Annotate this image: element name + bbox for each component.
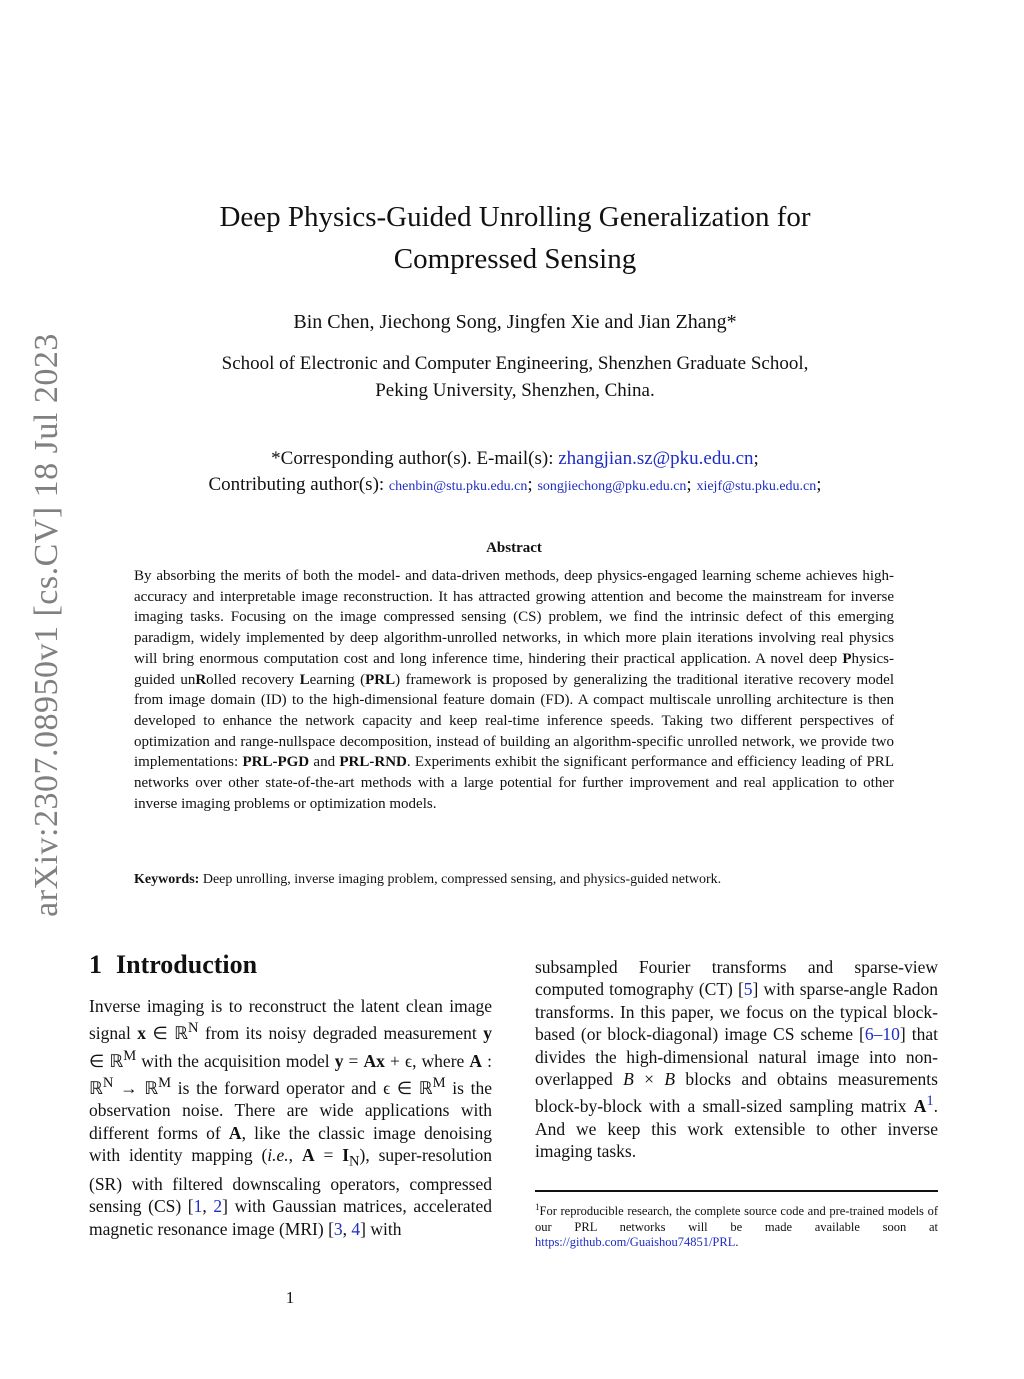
citation-link[interactable]: 3 <box>333 1218 343 1239</box>
keywords <box>134 872 894 888</box>
title-line-2: Compressed Sensing <box>393 243 637 275</box>
intro-paragraph-right: subsampled Fourier transforms and sparse-view computed tomography (CT) [5] with sparse-angle Radon transforms. In this paper, we focus on the typical block-based (or block-diagonal) image CS scheme [6–10] that divides the high-dimensional natural image into non-overlapped B × B blocks and obtains measurements block-by-block with a small-sized sampling matrix A$^1$. And we keep this work extensible to other inverse imaging tasks. <box>535 957 938 1162</box>
author-list: Bin Chen, Jiechong Song, Jingfen Xie and Jian Zhang* <box>293 311 737 333</box>
arxiv-identifier: arXiv:2307.08950v1 [cs.CV] 18 Jul 2023 <box>28 333 65 917</box>
section-number: 1 <box>89 950 102 979</box>
contrib-email-link[interactable]: songjiechong@pku.edu.cn <box>537 479 687 494</box>
abstract-heading: Abstract <box>486 540 542 556</box>
contributing-label: Contributing author(s): <box>208 474 389 495</box>
keywords-label: Keywords: <box>134 872 200 887</box>
footnote-mark: 1 <box>535 1202 540 1212</box>
affiliation <box>120 350 910 404</box>
contrib-email-link[interactable]: chenbin@stu.pku.edu.cn <box>388 479 528 494</box>
title-line-1: Deep Physics-Guided Unrolling Generalization for <box>219 201 811 233</box>
citation-link[interactable]: 4 <box>351 1218 361 1239</box>
footnote-ref[interactable]: 1 <box>926 1093 934 1110</box>
section-heading <box>89 950 257 980</box>
footnote-divider <box>535 1190 938 1192</box>
paper-title <box>150 196 880 280</box>
section-title: Introduction <box>116 950 258 979</box>
affiliation-line-1: School of Electronic and Computer Engineering, Shenzhen Graduate School, <box>221 353 809 374</box>
footnote-text: For reproducible research, the complete source code and pre-trained models of our PRL networks will be made available soon at <box>535 1204 938 1234</box>
corresponding-email-link[interactable]: zhangjian.sz@pku.edu.cn <box>558 448 754 469</box>
citation-link[interactable]: 1 <box>193 1196 203 1217</box>
keywords-text: Deep unrolling, inverse imaging problem, compressed sensing, and physics-guided network. <box>199 872 722 887</box>
citation-link[interactable]: 2 <box>213 1196 223 1217</box>
page-number: 1 <box>285 1288 295 1307</box>
github-link[interactable]: https://github.com/Guaishou74851/PRL <box>535 1235 736 1250</box>
contributing-author-line: Contributing author(s): chenbin@stu.pku.edu.cn; songjiechong@pku.edu.cn; xiejf@stu.pku.edu.cn; <box>208 474 822 495</box>
intro-paragraph-left: Inverse imaging is to reconstruct the latent clean image signal x ∈ ℝ$^N$ from its noisy degraded measurement y ∈ ℝ$^M$ with the acquisition model y = Ax + ϵ, where A : ℝ$^N$ → ℝ$^M$ is the forward operator and ϵ ∈ ℝ$^M$ is the observation noise. There are wide applications with different forms of A, like the classic image denoising with identity mapping (i.e., $A = I_N$), super-resolution (SR) with filtered downscaling operators, compressed sensing (CS) [1, 2] with Gaussian matrices, accelerated magnetic resonance image (MRI) [3, 4] with <box>89 996 493 1239</box>
citation-link[interactable]: 5 <box>743 979 753 1000</box>
contrib-email-link[interactable]: xiejf@stu.pku.edu.cn <box>696 479 817 494</box>
affiliation-line-2: Peking University, Shenzhen, China. <box>375 380 655 401</box>
abstract-text: By absorbing the merits of both the model- and data-driven methods, deep physics-engaged learning scheme achieves high-accuracy and interpretable image reconstruction. It has attracted growing attention and become the mainstream for inverse imaging tasks. Focusing on the image compressed sensing (CS) problem, we find the intrinsic defect of this emerging paradigm, widely implemented by deep algorithm-unrolled networks, in which more plain iterations involving real physics will bring enormous computation cost and long inference time, hindering their practical application. A novel deep Physics-guided unRolled recovery Learning (PRL) framework is proposed by generalizing the traditional iterative recovery model from image domain (ID) to the high-dimensional feature domain (FD). A compact multiscale unrolling architecture is then developed to enhance the network capacity and keep real-time inference speeds. Taking two different perspectives of optimization and range-nullspace decomposition, instead of building an algorithm-specific unrolled network, we provide two implementations: PRL-PGD and PRL-RND. Experiments exhibit the significant performance and efficiency leading of PRL networks over other state-of-the-art methods with a large potential for further improvement and real application to other inverse imaging problems or optimization models. <box>134 568 894 812</box>
footnote: $^1$For reproducible research, the complete source code and pre-trained models of our PRL networks will be made available soon at https://github.com/Guaishou74851/PRL. <box>535 1202 938 1250</box>
contact-block <box>120 446 910 500</box>
corresponding-label: *Corresponding author(s). E-mail(s): <box>271 448 559 469</box>
corresponding-author-line: *Corresponding author(s). E-mail(s): zhangjian.sz@pku.edu.cn; <box>271 448 759 469</box>
citation-link[interactable]: 6–10 <box>864 1024 900 1045</box>
